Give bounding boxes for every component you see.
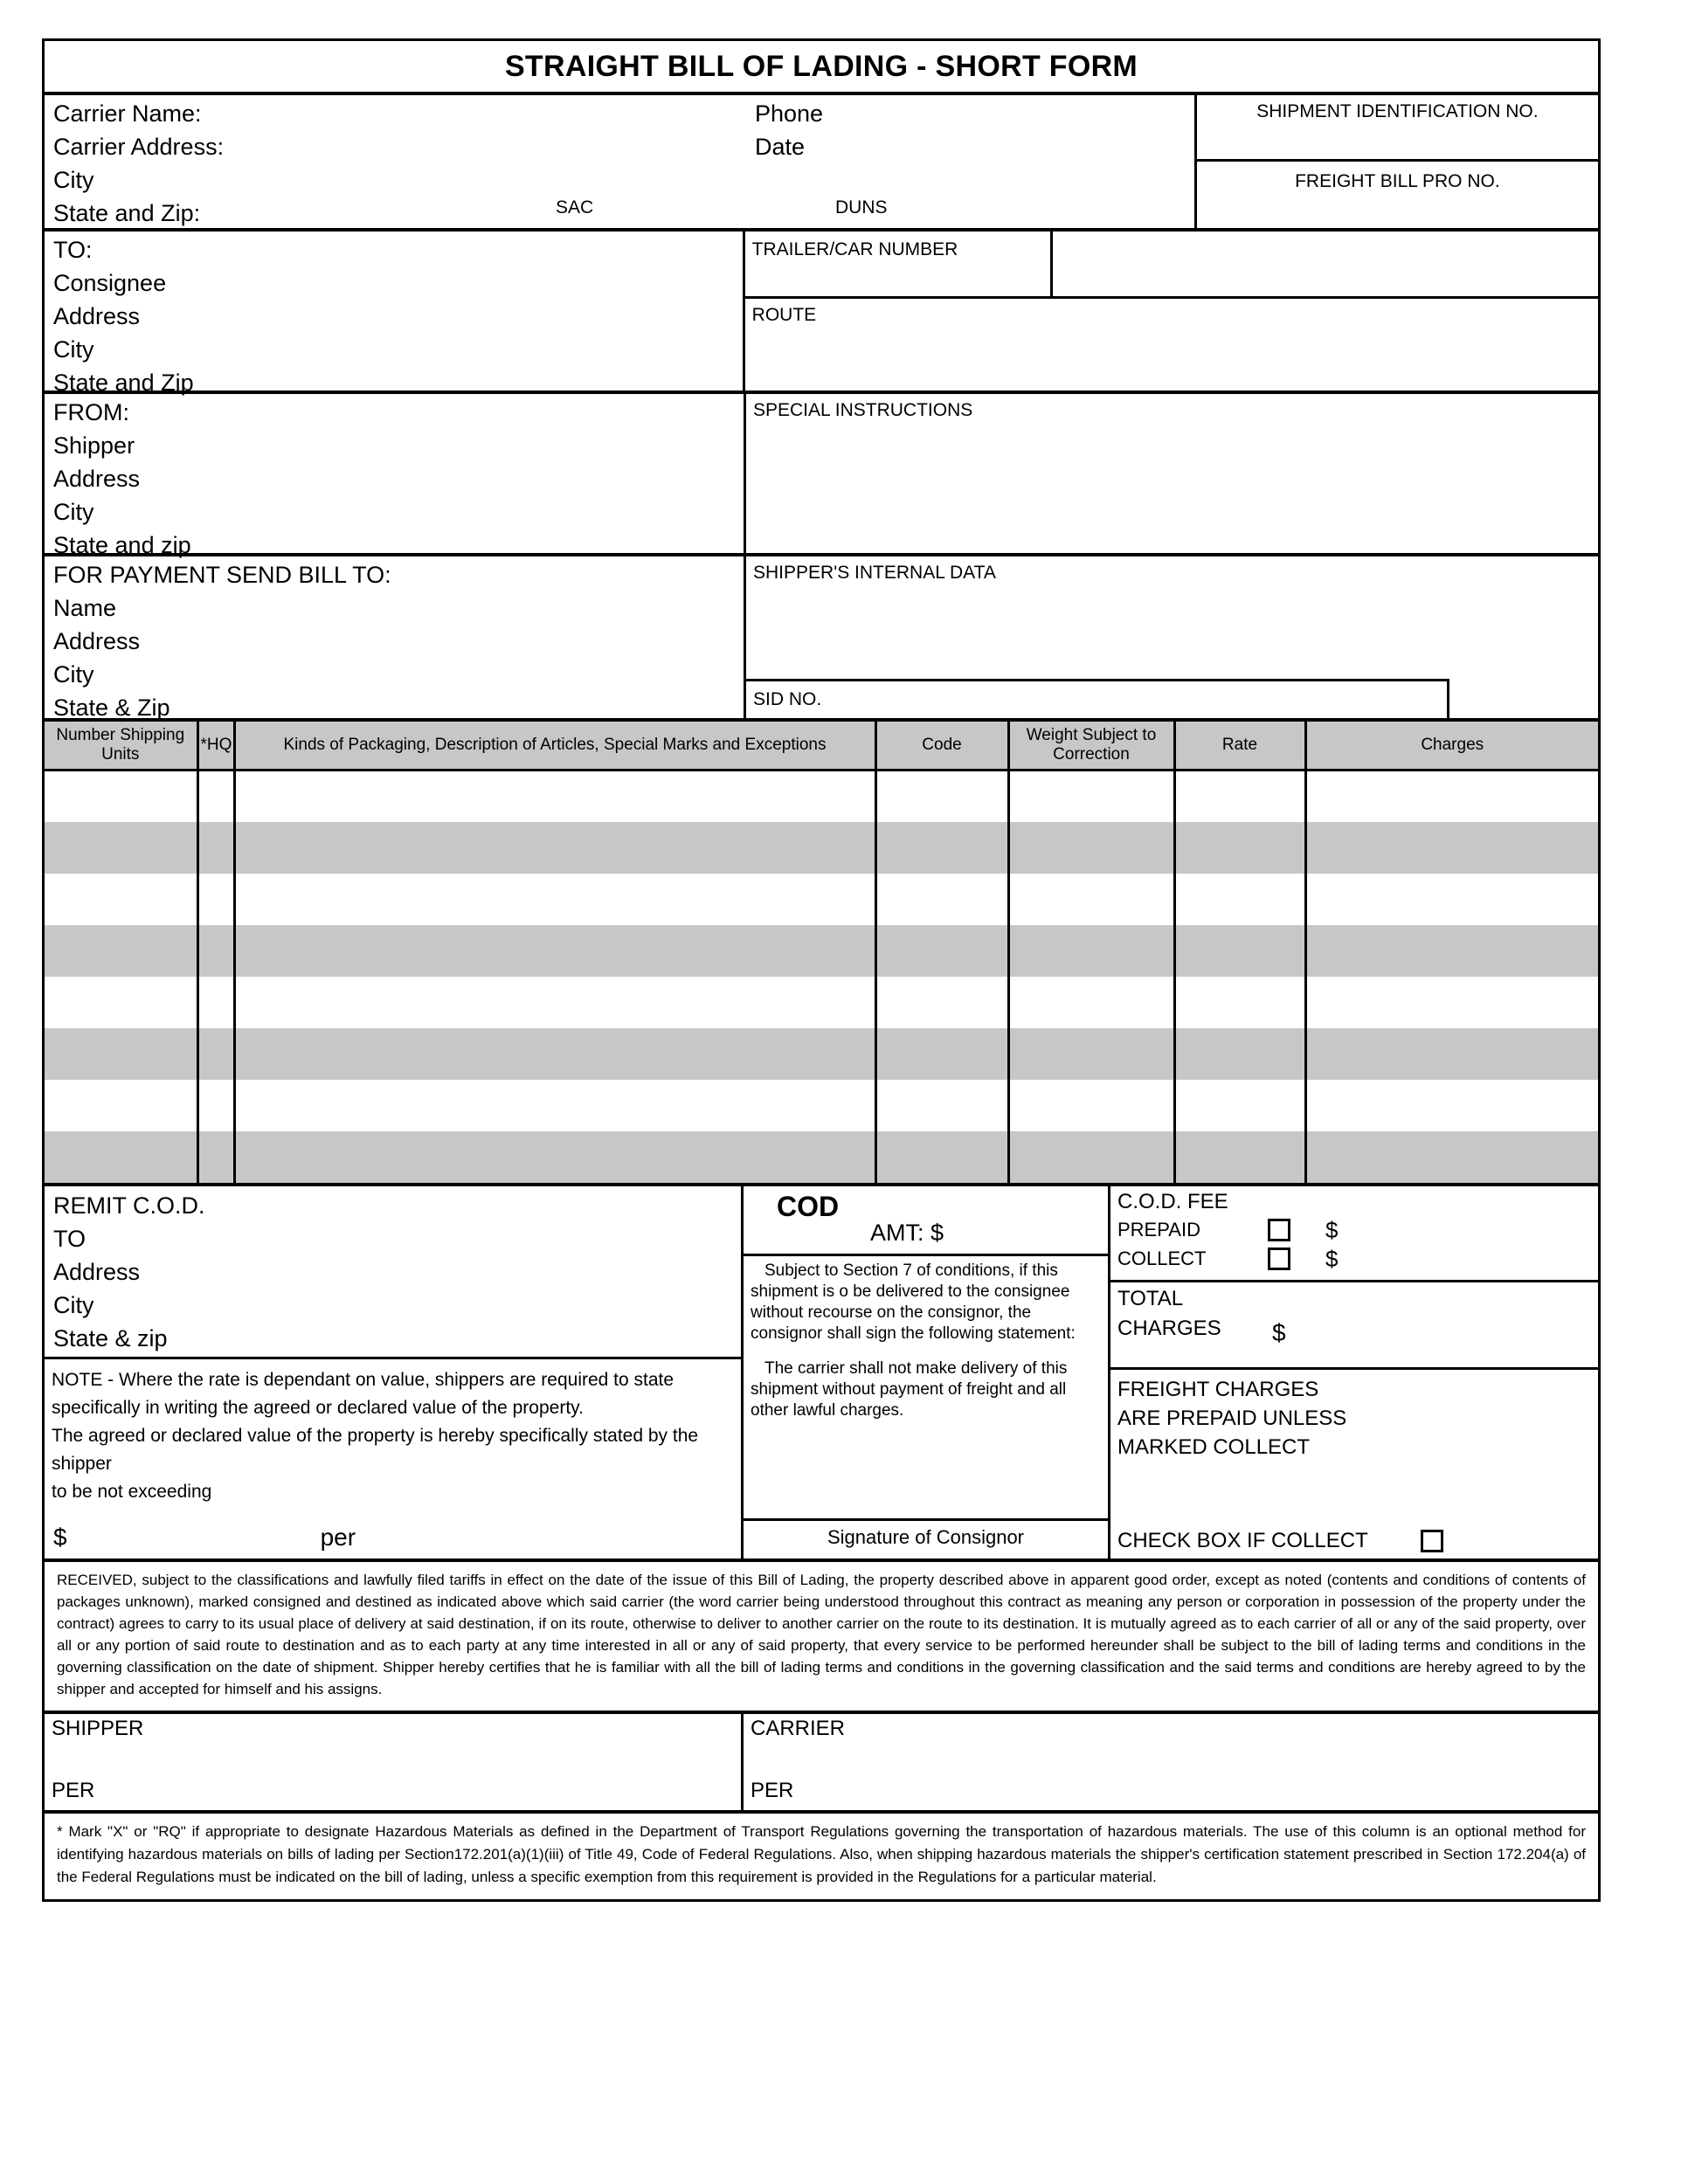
freight-notice-line-1: FREIGHT CHARGES <box>1117 1377 1319 1401</box>
remit-cod-title: REMIT C.O.D. <box>53 1192 205 1219</box>
cell-rate[interactable] <box>1174 977 1305 1028</box>
cod-statement-section <box>744 1186 1110 1559</box>
consignee-block <box>45 232 1598 394</box>
collect-dollar-sign: $ <box>1325 1245 1339 1272</box>
cell-charges[interactable] <box>1305 771 1598 822</box>
cell-weight[interactable] <box>1008 1028 1174 1080</box>
shipper-city-label: City <box>53 499 94 525</box>
cell-description[interactable] <box>234 1131 875 1183</box>
cell-hq[interactable] <box>197 925 234 977</box>
route-field[interactable] <box>745 296 1598 390</box>
cod-fee-label: C.O.D. FEE <box>1117 1189 1228 1213</box>
prepaid-checkbox[interactable] <box>1268 1219 1290 1241</box>
remit-to-label: TO <box>53 1225 86 1252</box>
consignee-address-label: Address <box>53 303 141 329</box>
cod-fee-section <box>1110 1186 1598 1282</box>
collect-confirm-checkbox[interactable] <box>1421 1530 1443 1552</box>
col-charges: Charges <box>1305 722 1598 771</box>
shipper-signature-label: SHIPPER <box>52 1716 144 1740</box>
table-row[interactable] <box>45 771 1598 822</box>
remit-state-zip-label: State & zip <box>53 1324 168 1351</box>
cell-hq[interactable] <box>197 822 234 874</box>
cell-weight[interactable] <box>1008 874 1174 925</box>
carrier-date-label: Date <box>755 134 806 160</box>
articles-body <box>45 771 1598 1183</box>
cell-hq[interactable] <box>197 1080 234 1131</box>
freight-charges-notice <box>1110 1370 1598 1559</box>
charges-label: CHARGES <box>1117 1316 1221 1340</box>
shipper-address-label: Address <box>53 466 141 492</box>
cell-weight[interactable] <box>1008 1131 1174 1183</box>
duns-label: DUNS <box>835 197 888 218</box>
page-title: STRAIGHT BILL OF LADING - SHORT FORM <box>504 49 1138 83</box>
trailer-car-number-field[interactable] <box>745 232 1053 296</box>
declared-value-per: per <box>320 1523 356 1551</box>
internal-data-label: SHIPPER'S INTERNAL DATA <box>753 563 996 583</box>
shipper-fields <box>45 394 744 558</box>
carrier-signature-label: CARRIER <box>751 1716 846 1740</box>
cell-weight[interactable] <box>1008 822 1174 874</box>
table-row[interactable] <box>45 977 1598 1028</box>
trailer-row <box>745 232 1598 296</box>
cell-description[interactable] <box>234 771 875 822</box>
cell-charges[interactable] <box>1305 874 1598 925</box>
cell-weight[interactable] <box>1008 977 1174 1028</box>
payment-state-zip-label: State & Zip <box>53 695 170 721</box>
cell-code[interactable] <box>875 771 1008 822</box>
prepaid-row <box>1117 1216 1598 1245</box>
form-title-bar <box>45 41 1598 95</box>
carrier-city-label: City <box>53 167 94 193</box>
shipper-label: Shipper <box>53 432 135 459</box>
prepaid-label: PREPAID <box>1117 1219 1200 1241</box>
cod-conditions-text <box>744 1256 1108 1518</box>
note-line-4: to be not exceeding <box>52 1481 212 1502</box>
sid-no-field[interactable] <box>746 679 1449 718</box>
remit-address-label: Address <box>53 1258 141 1285</box>
articles-header-row <box>45 722 1598 771</box>
freight-bill-pro-label: FREIGHT BILL PRO NO. <box>1295 171 1500 191</box>
trailer-car-number-label: TRAILER/CAR NUMBER <box>751 239 958 259</box>
special-instructions-label: SPECIAL INSTRUCTIONS <box>753 400 973 420</box>
remit-and-note <box>45 1186 744 1559</box>
hazardous-materials-footnote-text: * Mark "X" or "RQ" if appropriate to designate Hazardous Materials as defined in the Department of Transport Regulations governing the transportation of hazardous materials. The use of this column is an optional method for identifying hazardous materials on bills of lading per Section172.201(a)(1)(iii) of Title 49, Code of Federal Regulations. Also, when shipping hazardous materials the shipper's certification statement prescribed in Section 172.204(a) of the Federal Regulations must be indicated on the bill of lading, unless a specific exemption from this requirement is provided in the Regulations for a particular material. <box>57 1822 1586 1885</box>
trailer-route-area <box>743 232 1598 390</box>
route-label: ROUTE <box>751 305 817 325</box>
cell-rate[interactable] <box>1174 1080 1305 1131</box>
cell-rate[interactable] <box>1174 1028 1305 1080</box>
carrier-address-label: Carrier Address: <box>53 134 225 160</box>
cell-rate[interactable] <box>1174 1131 1305 1183</box>
cell-code[interactable] <box>875 925 1008 977</box>
shipper-block <box>45 394 1598 556</box>
consignee-city-label: City <box>53 336 94 363</box>
cod-block <box>45 1183 1598 1559</box>
cell-units[interactable] <box>45 1028 197 1080</box>
hazardous-materials-footnote <box>45 1810 1598 1899</box>
cell-hq[interactable] <box>197 977 234 1028</box>
cell-charges[interactable] <box>1305 1080 1598 1131</box>
cod-paragraph-2: The carrier shall not make delivery of this shipment without payment of freight and all other lawful charges. <box>751 1358 1068 1420</box>
remit-cod-section <box>45 1186 741 1359</box>
cell-units[interactable] <box>45 1080 197 1131</box>
cell-charges[interactable] <box>1305 1028 1598 1080</box>
cell-units[interactable] <box>45 822 197 874</box>
signature-block <box>45 1711 1598 1810</box>
received-terms-text: RECEIVED, subject to the classifications and lawfully filed tariffs in effect on the date of the issue of this Bill of Lading, the property described above in apparent good order, except as noted (contents and conditions of contents of packages unknown), marked consigned and destined as indicated above which said carrier (the word carrier being understood throughout this contract as meaning any person or corporation in possession of the property under the contract) agrees to carry to its usual place of delivery at said destination, if on its route, otherwise to deliver to another carrier on the route to its destination. It is mutually agreed as to each carrier of all or any of the said property, over all or any portion of said route to destination and as to each party at any time interested in all or any of said property, that every service to be performed hereunder shall be subject to the bill of lading terms and conditions in the governing classification on the date of shipment. Shipper hereby certifies that he is familiar with all the bill of lading terms and conditions in the governing classification and the said terms and conditions are hereby agreed to by the shipper and accepted for himself and his assigns. <box>57 1571 1586 1697</box>
note-line-1: NOTE - Where the rate is dependant on value, shippers are required to state <box>52 1369 675 1390</box>
payment-city-label: City <box>53 661 94 688</box>
col-code: Code <box>875 722 1008 771</box>
payment-name-label: Name <box>53 595 117 621</box>
note-line-3: The agreed or declared value of the property is hereby specifically stated by the shipper <box>52 1425 699 1474</box>
remit-city-label: City <box>53 1291 94 1318</box>
freight-notice-line-3: MARKED COLLECT <box>1117 1434 1311 1459</box>
carrier-signature-field[interactable] <box>744 1714 1598 1810</box>
signature-of-consignor-label: Signature of Consignor <box>827 1525 1025 1548</box>
cod-amount-label: AMT: $ <box>870 1219 944 1246</box>
cell-units[interactable] <box>45 874 197 925</box>
cell-charges[interactable] <box>1305 1131 1598 1183</box>
cod-heading: COD <box>777 1190 840 1222</box>
table-row[interactable] <box>45 1131 1598 1183</box>
bill-of-lading-form <box>42 38 1601 1902</box>
freight-notice-line-2: ARE PREPAID UNLESS <box>1117 1406 1347 1430</box>
identifier-boxes <box>1194 95 1598 228</box>
cell-description[interactable] <box>234 977 875 1028</box>
carrier-name-label: Carrier Name: <box>53 100 202 127</box>
cell-charges[interactable] <box>1305 822 1598 874</box>
carrier-block <box>45 95 1598 232</box>
trailer-car-number-value[interactable] <box>1053 232 1598 296</box>
carrier-phone-label: Phone <box>755 100 824 127</box>
payment-block <box>45 556 1598 722</box>
prepaid-dollar-sign: $ <box>1325 1216 1339 1243</box>
note-line-2: specifically in writing the agreed or declared value of the property. <box>52 1397 584 1418</box>
col-rate: Rate <box>1174 722 1305 771</box>
note-section <box>45 1359 741 1559</box>
col-number-shipping-units: Number Shipping Units <box>45 722 197 771</box>
cell-hq[interactable] <box>197 874 234 925</box>
cell-description[interactable] <box>234 822 875 874</box>
cod-paragraph-1: Subject to Section 7 of conditions, if this shipment is o be delivered to the consignee without recourse on the consignor, the consignor shall sign the following statement: <box>751 1261 1076 1343</box>
shipper-signature-field[interactable] <box>45 1714 744 1810</box>
table-row[interactable] <box>45 874 1598 925</box>
cell-hq[interactable] <box>197 1131 234 1183</box>
collect-label: COLLECT <box>1117 1248 1207 1269</box>
cell-code[interactable] <box>875 874 1008 925</box>
cell-code[interactable] <box>875 1080 1008 1131</box>
shipment-identification-box[interactable] <box>1197 95 1598 162</box>
collect-checkbox[interactable] <box>1268 1248 1290 1270</box>
cell-units[interactable] <box>45 1131 197 1183</box>
cell-description[interactable] <box>234 925 875 977</box>
cod-amount-field[interactable] <box>744 1186 1108 1256</box>
carrier-fields <box>45 95 1194 228</box>
cell-rate[interactable] <box>1174 822 1305 874</box>
cell-code[interactable] <box>875 977 1008 1028</box>
cell-units[interactable] <box>45 977 197 1028</box>
check-box-if-collect-row <box>1117 1529 1586 1553</box>
cell-weight[interactable] <box>1008 1080 1174 1131</box>
total-charges-dollar-sign: $ <box>1272 1318 1286 1346</box>
shipment-id-label: SHIPMENT IDENTIFICATION NO. <box>1256 101 1539 121</box>
shippers-internal-data-field[interactable] <box>744 556 1598 718</box>
table-row[interactable] <box>45 925 1598 977</box>
col-weight-subject-to-correction: Weight Subject to Correction <box>1008 722 1174 771</box>
consignee-state-zip-label: State and Zip <box>53 370 194 396</box>
cell-charges[interactable] <box>1305 925 1598 977</box>
table-row[interactable] <box>45 1080 1598 1131</box>
special-instructions-field[interactable] <box>744 394 1598 553</box>
to-label: TO: <box>53 237 93 263</box>
shipper-state-zip-label: State and zip <box>53 532 191 558</box>
cell-code[interactable] <box>875 1131 1008 1183</box>
carrier-per-label: PER <box>751 1778 794 1802</box>
table-row[interactable] <box>45 822 1598 874</box>
cell-weight[interactable] <box>1008 771 1174 822</box>
received-terms-section <box>45 1559 1598 1711</box>
sac-label: SAC <box>556 197 594 218</box>
declared-value-dollar: $ <box>53 1523 67 1551</box>
articles-table <box>45 722 1598 1183</box>
cell-hq[interactable] <box>197 1028 234 1080</box>
cell-units[interactable] <box>45 771 197 822</box>
payment-fields <box>45 556 744 721</box>
charges-section <box>1110 1186 1598 1559</box>
total-label: TOTAL <box>1117 1286 1184 1310</box>
shipper-per-label: PER <box>52 1778 95 1802</box>
cell-description[interactable] <box>234 874 875 925</box>
total-charges-section[interactable] <box>1110 1282 1598 1370</box>
cell-code[interactable] <box>875 822 1008 874</box>
consignee-label: Consignee <box>53 270 167 296</box>
consignee-fields <box>45 232 743 396</box>
cell-description[interactable] <box>234 1028 875 1080</box>
sid-no-label: SID NO. <box>753 689 822 709</box>
signature-of-consignor-field[interactable] <box>744 1518 1108 1559</box>
freight-bill-pro-box[interactable] <box>1197 162 1598 228</box>
cell-hq[interactable] <box>197 771 234 822</box>
cell-description[interactable] <box>234 1080 875 1131</box>
cell-rate[interactable] <box>1174 874 1305 925</box>
send-bill-to-label: FOR PAYMENT SEND BILL TO: <box>53 562 391 588</box>
cell-weight[interactable] <box>1008 925 1174 977</box>
col-hq: *HQ <box>197 722 234 771</box>
cell-rate[interactable] <box>1174 925 1305 977</box>
check-box-if-collect-label: CHECK BOX IF COLLECT <box>1117 1528 1368 1552</box>
cell-charges[interactable] <box>1305 977 1598 1028</box>
declared-value-row <box>53 1524 722 1552</box>
cell-units[interactable] <box>45 925 197 977</box>
cell-code[interactable] <box>875 1028 1008 1080</box>
from-label: FROM: <box>53 399 129 425</box>
carrier-state-zip-label: State and Zip: <box>53 200 201 226</box>
col-description: Kinds of Packaging, Description of Articles, Special Marks and Exceptions <box>234 722 875 771</box>
payment-address-label: Address <box>53 628 141 654</box>
cell-rate[interactable] <box>1174 771 1305 822</box>
collect-row <box>1117 1245 1598 1274</box>
table-row[interactable] <box>45 1028 1598 1080</box>
